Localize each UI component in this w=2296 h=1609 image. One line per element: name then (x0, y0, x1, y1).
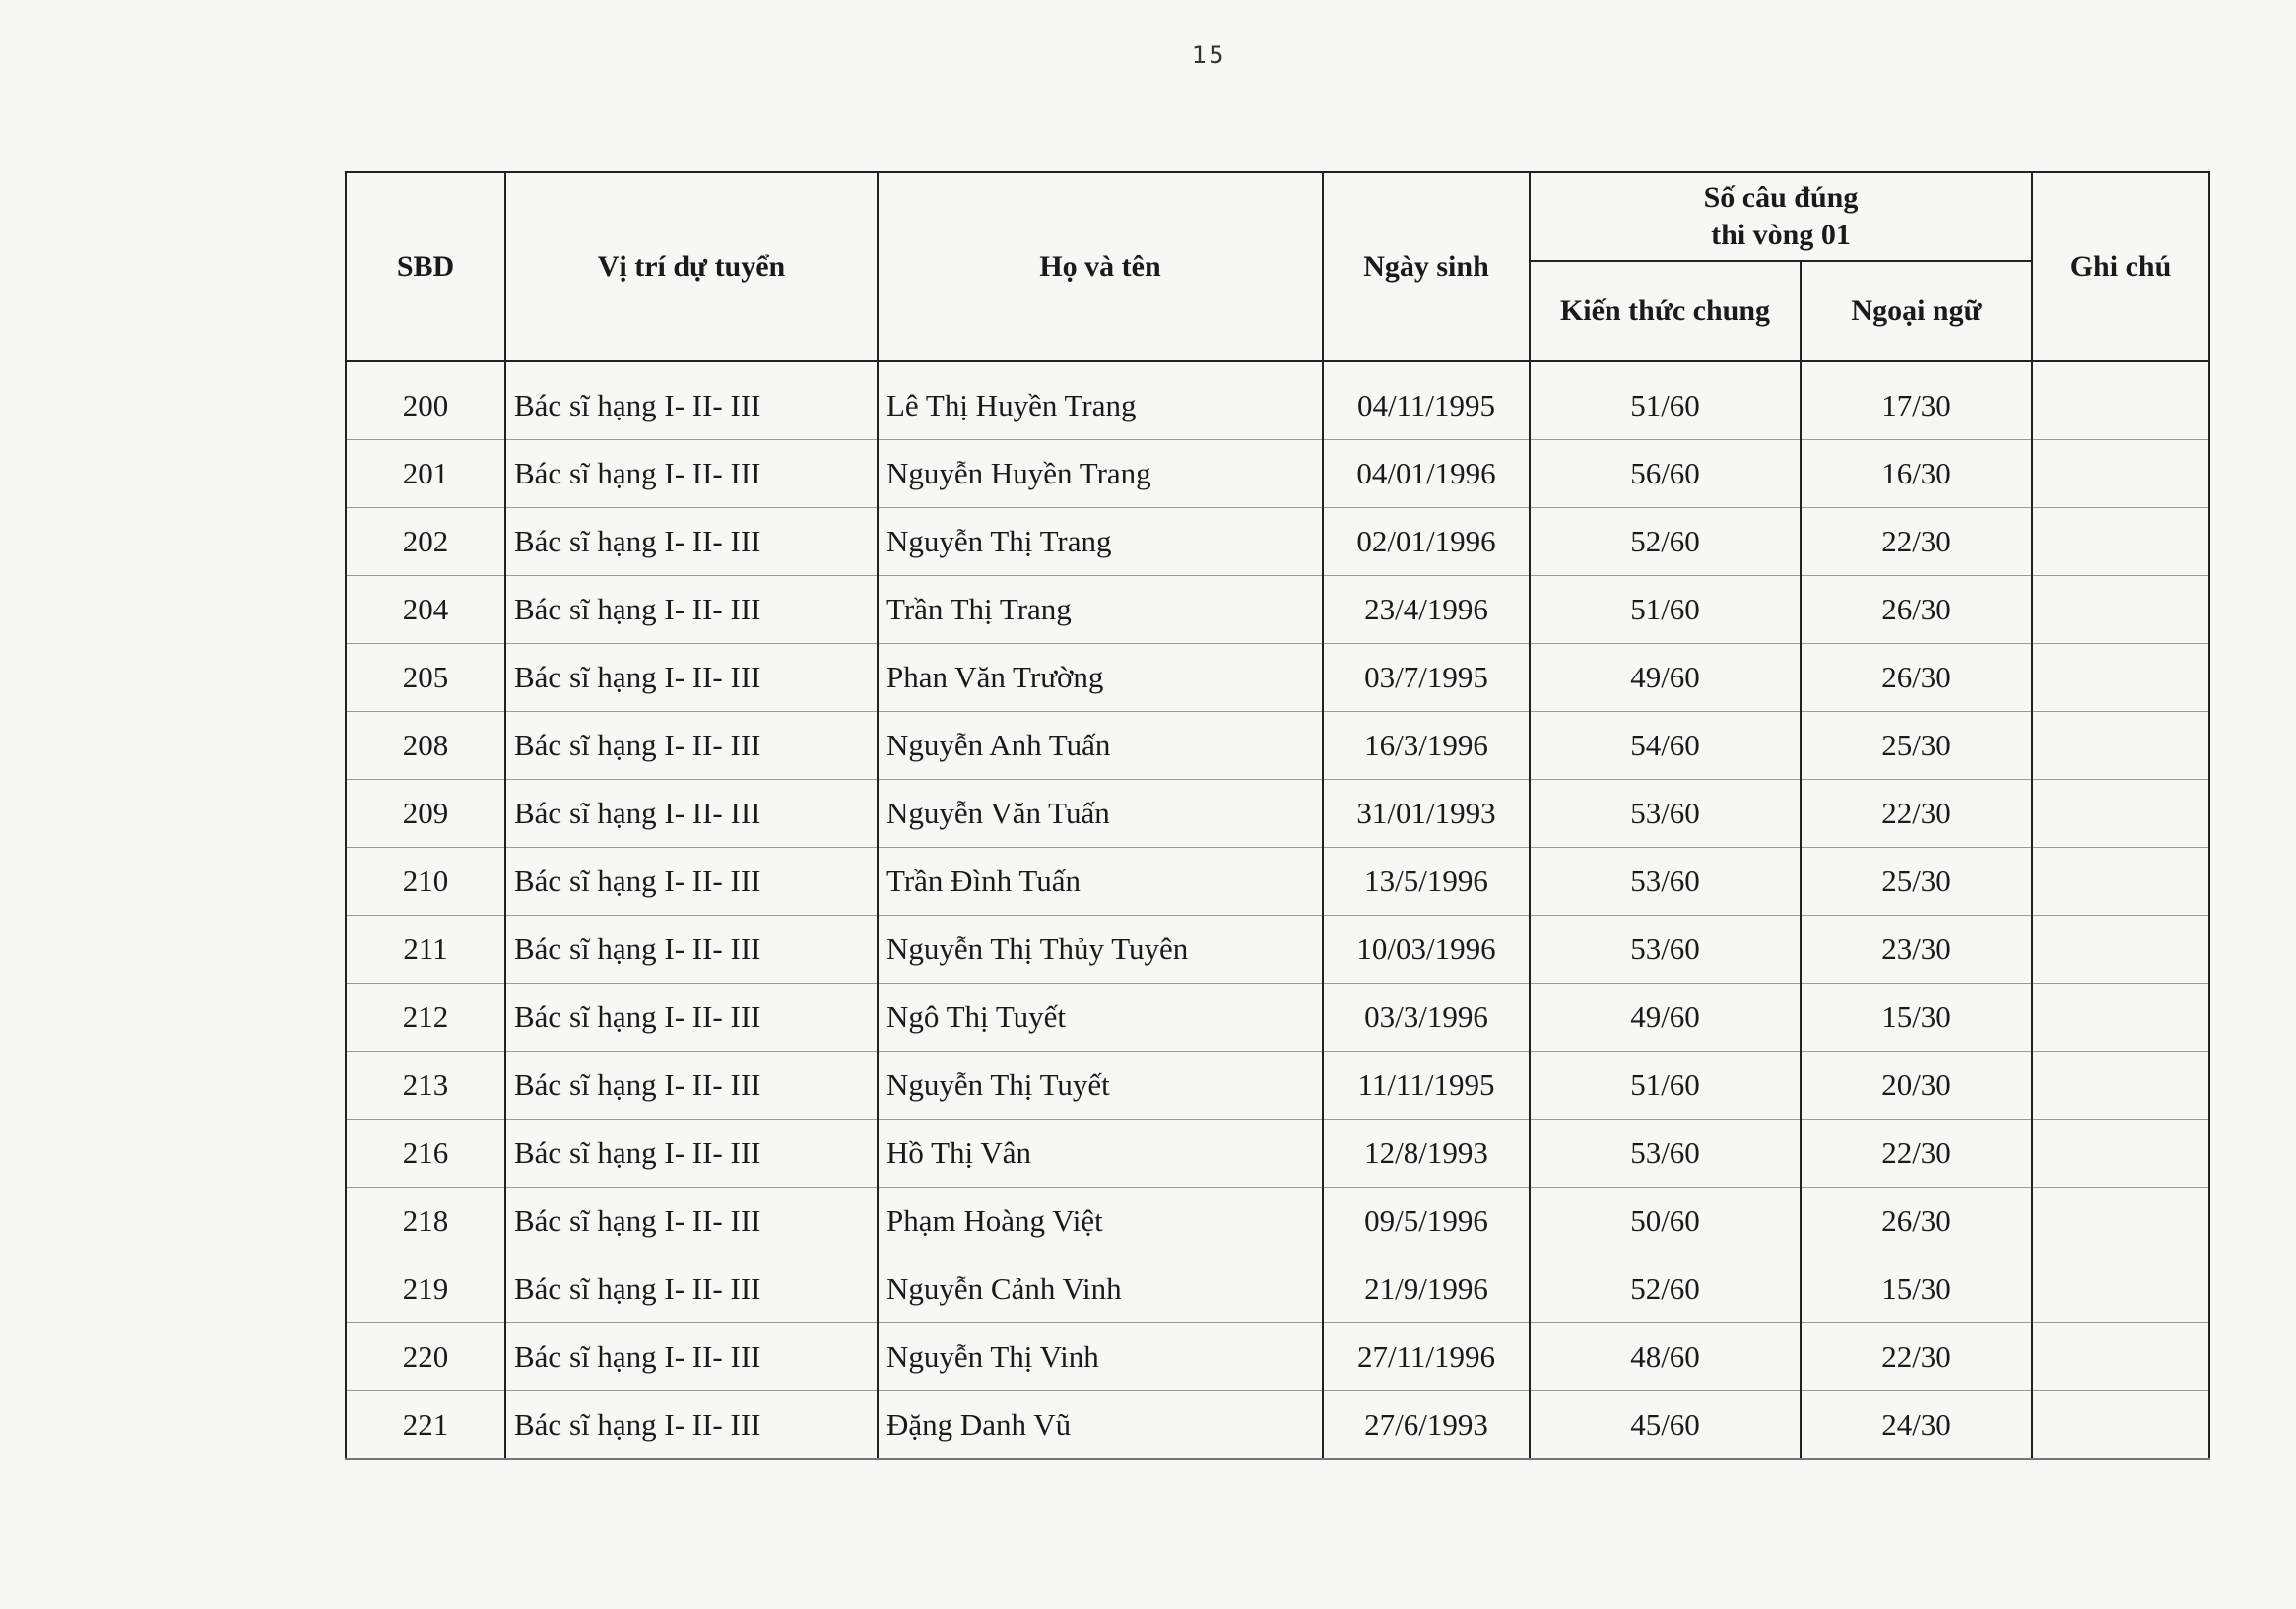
header-dob: Ngày sinh (1323, 172, 1530, 361)
cell-dob: 03/3/1996 (1323, 984, 1530, 1052)
cell-sbd: 201 (346, 440, 505, 508)
table-row (346, 1391, 2209, 1460)
header-position: Vị trí dự tuyển (505, 172, 878, 361)
cell-dob: 11/11/1995 (1323, 1052, 1530, 1120)
cell-note (2032, 1255, 2209, 1323)
cell-sbd: 212 (346, 984, 505, 1052)
cell-foreign-language: 17/30 (1801, 361, 2032, 440)
cell-general-knowledge: 53/60 (1530, 1120, 1801, 1188)
cell-dob: 21/9/1996 (1323, 1255, 1530, 1323)
cell-dob: 23/4/1996 (1323, 576, 1530, 644)
cell-dob: 03/7/1995 (1323, 644, 1530, 712)
table-row (346, 508, 2209, 576)
cell-position: Bác sĩ hạng I- II- III (505, 1120, 878, 1188)
cell-dob: 04/01/1996 (1323, 440, 1530, 508)
cell-dob: 09/5/1996 (1323, 1188, 1530, 1255)
cell-sbd: 220 (346, 1323, 505, 1391)
cell-foreign-language: 25/30 (1801, 848, 2032, 916)
header-name: Họ và tên (878, 172, 1323, 361)
table-row (346, 712, 2209, 780)
cell-position: Bác sĩ hạng I- II- III (505, 780, 878, 848)
cell-name: Phạm Hoàng Việt (878, 1188, 1323, 1255)
cell-note (2032, 1052, 2209, 1120)
header-note: Ghi chú (2032, 172, 2209, 361)
cell-foreign-language: 26/30 (1801, 644, 2032, 712)
cell-sbd: 210 (346, 848, 505, 916)
cell-position: Bác sĩ hạng I- II- III (505, 848, 878, 916)
cell-general-knowledge: 53/60 (1530, 916, 1801, 984)
cell-note (2032, 440, 2209, 508)
cell-name: Nguyễn Văn Tuấn (878, 780, 1323, 848)
cell-name: Nguyễn Thị Trang (878, 508, 1323, 576)
cell-general-knowledge: 51/60 (1530, 576, 1801, 644)
cell-name: Nguyễn Thị Tuyết (878, 1052, 1323, 1120)
cell-foreign-language: 24/30 (1801, 1391, 2032, 1460)
cell-foreign-language: 22/30 (1801, 508, 2032, 576)
cell-sbd: 208 (346, 712, 505, 780)
cell-foreign-language: 16/30 (1801, 440, 2032, 508)
cell-general-knowledge: 49/60 (1530, 644, 1801, 712)
cell-name: Lê Thị Huyền Trang (878, 361, 1323, 440)
cell-name: Nguyễn Thị Thủy Tuyên (878, 916, 1323, 984)
cell-general-knowledge: 56/60 (1530, 440, 1801, 508)
cell-note (2032, 508, 2209, 576)
cell-position: Bác sĩ hạng I- II- III (505, 916, 878, 984)
cell-general-knowledge: 51/60 (1530, 1052, 1801, 1120)
cell-note (2032, 1323, 2209, 1391)
cell-name: Đặng Danh Vũ (878, 1391, 1323, 1460)
header-general-knowledge: Kiến thức chung (1530, 261, 1801, 361)
cell-note (2032, 712, 2209, 780)
table-row (346, 1323, 2209, 1391)
cell-sbd: 211 (346, 916, 505, 984)
cell-general-knowledge: 48/60 (1530, 1323, 1801, 1391)
cell-note (2032, 780, 2209, 848)
cell-foreign-language: 15/30 (1801, 984, 2032, 1052)
cell-position: Bác sĩ hạng I- II- III (505, 440, 878, 508)
cell-foreign-language: 15/30 (1801, 1255, 2032, 1323)
table-row (346, 1255, 2209, 1323)
cell-sbd: 216 (346, 1120, 505, 1188)
header-correct-answers-group (1530, 172, 2032, 261)
cell-position: Bác sĩ hạng I- II- III (505, 984, 878, 1052)
cell-note (2032, 848, 2209, 916)
header-foreign-language: Ngoại ngữ (1801, 261, 2032, 361)
cell-position: Bác sĩ hạng I- II- III (505, 1052, 878, 1120)
cell-position: Bác sĩ hạng I- II- III (505, 576, 878, 644)
cell-position: Bác sĩ hạng I- II- III (505, 1323, 878, 1391)
cell-position: Bác sĩ hạng I- II- III (505, 1255, 878, 1323)
cell-general-knowledge: 52/60 (1530, 508, 1801, 576)
cell-general-knowledge: 49/60 (1530, 984, 1801, 1052)
table-row (346, 1188, 2209, 1255)
cell-name: Trần Thị Trang (878, 576, 1323, 644)
page-number: 15 (1192, 41, 1226, 69)
cell-dob: 04/11/1995 (1323, 361, 1530, 440)
table-row (346, 440, 2209, 508)
table-row (346, 576, 2209, 644)
table-header (346, 172, 2209, 361)
table-row (346, 916, 2209, 984)
cell-sbd: 213 (346, 1052, 505, 1120)
table-row (346, 1120, 2209, 1188)
table-row (346, 848, 2209, 916)
cell-general-knowledge: 53/60 (1530, 848, 1801, 916)
cell-foreign-language: 26/30 (1801, 576, 2032, 644)
cell-note (2032, 916, 2209, 984)
cell-general-knowledge: 45/60 (1530, 1391, 1801, 1460)
cell-name: Hồ Thị Vân (878, 1120, 1323, 1188)
cell-sbd: 205 (346, 644, 505, 712)
cell-note (2032, 361, 2209, 440)
cell-dob: 10/03/1996 (1323, 916, 1530, 984)
cell-position: Bác sĩ hạng I- II- III (505, 712, 878, 780)
cell-note (2032, 1391, 2209, 1460)
cell-position: Bác sĩ hạng I- II- III (505, 1391, 878, 1460)
cell-dob: 16/3/1996 (1323, 712, 1530, 780)
cell-note (2032, 576, 2209, 644)
cell-name: Phan Văn Trường (878, 644, 1323, 712)
cell-name: Ngô Thị Tuyết (878, 984, 1323, 1052)
cell-foreign-language: 26/30 (1801, 1188, 2032, 1255)
cell-general-knowledge: 54/60 (1530, 712, 1801, 780)
header-sbd: SBD (346, 172, 505, 361)
cell-name: Nguyễn Anh Tuấn (878, 712, 1323, 780)
cell-sbd: 218 (346, 1188, 505, 1255)
cell-name: Nguyễn Cảnh Vinh (878, 1255, 1323, 1323)
cell-position: Bác sĩ hạng I- II- III (505, 361, 878, 440)
table-row (346, 644, 2209, 712)
cell-dob: 27/6/1993 (1323, 1391, 1530, 1460)
cell-name: Trần Đình Tuấn (878, 848, 1323, 916)
header-group-line1: Số câu đúng (1703, 181, 1859, 214)
cell-foreign-language: 22/30 (1801, 1323, 2032, 1391)
cell-dob: 27/11/1996 (1323, 1323, 1530, 1391)
table-row (346, 780, 2209, 848)
cell-general-knowledge: 52/60 (1530, 1255, 1801, 1323)
table-row (346, 361, 2209, 440)
cell-dob: 13/5/1996 (1323, 848, 1530, 916)
exam-results-table (345, 171, 2210, 1460)
cell-general-knowledge: 53/60 (1530, 780, 1801, 848)
table-row (346, 984, 2209, 1052)
cell-general-knowledge: 51/60 (1530, 361, 1801, 440)
cell-sbd: 200 (346, 361, 505, 440)
cell-foreign-language: 22/30 (1801, 780, 2032, 848)
cell-name: Nguyễn Huyền Trang (878, 440, 1323, 508)
cell-position: Bác sĩ hạng I- II- III (505, 1188, 878, 1255)
cell-foreign-language: 23/30 (1801, 916, 2032, 984)
cell-name: Nguyễn Thị Vinh (878, 1323, 1323, 1391)
cell-dob: 31/01/1993 (1323, 780, 1530, 848)
cell-sbd: 204 (346, 576, 505, 644)
table-row (346, 1052, 2209, 1120)
cell-note (2032, 984, 2209, 1052)
cell-sbd: 202 (346, 508, 505, 576)
cell-sbd: 209 (346, 780, 505, 848)
cell-foreign-language: 22/30 (1801, 1120, 2032, 1188)
cell-sbd: 219 (346, 1255, 505, 1323)
cell-dob: 12/8/1993 (1323, 1120, 1530, 1188)
cell-general-knowledge: 50/60 (1530, 1188, 1801, 1255)
cell-sbd: 221 (346, 1391, 505, 1460)
cell-foreign-language: 20/30 (1801, 1052, 2032, 1120)
cell-position: Bác sĩ hạng I- II- III (505, 644, 878, 712)
cell-note (2032, 644, 2209, 712)
cell-note (2032, 1188, 2209, 1255)
cell-foreign-language: 25/30 (1801, 712, 2032, 780)
table-body (346, 361, 2209, 1459)
cell-position: Bác sĩ hạng I- II- III (505, 508, 878, 576)
cell-note (2032, 1120, 2209, 1188)
header-group-line2: thi vòng 01 (1711, 219, 1851, 251)
cell-dob: 02/01/1996 (1323, 508, 1530, 576)
